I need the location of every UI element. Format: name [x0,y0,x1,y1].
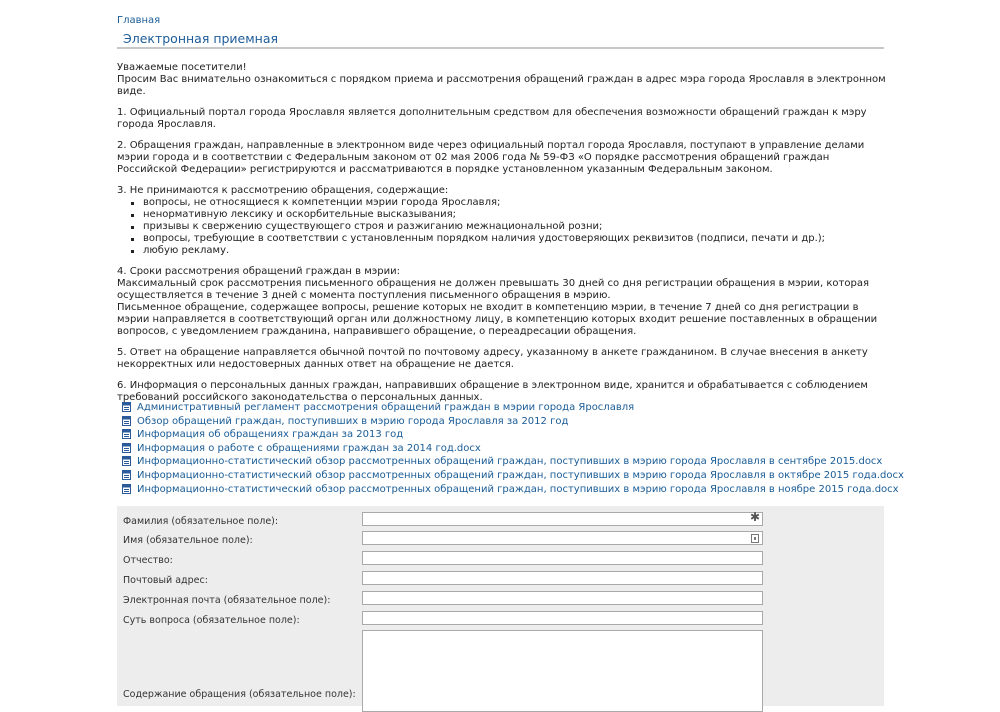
rule-4-heading: 4. Сроки рассмотрения обращений граждан в мэрии: [117,266,400,277]
subject-label: Суть вопроса (обязательное поле): [123,615,300,626]
document-link[interactable] [122,442,882,456]
rule-1: 1. Официальный портал города Ярославля является дополнительным средством для обеспечения возможности обращений граждан к мэру города Ярославля. [117,107,867,130]
document-link[interactable] [122,401,882,415]
address-input[interactable] [362,571,763,585]
document-links [122,401,904,496]
subject-input[interactable] [362,611,763,625]
document-link[interactable] [122,428,882,442]
surname-label: Фамилия (обязательное поле): [123,516,279,527]
patronymic-input[interactable] [362,551,763,565]
email-input[interactable] [362,591,763,605]
rule-2: 2. Обращения граждан, направленные в электронном виде через официальный портал города Ярославля, поступают в управление делами мэрии города и в соответствии с Федеральным законом от 02 мая 2006 года № 59-ФЗ «О порядке рассмотрения обращений граждан Российской Федерации» регистрируются и рассматриваются в порядке установленном указанным Федеральным законом. [117,140,865,175]
word-document-icon [122,402,131,412]
list-item: любую рекламу. [143,245,892,257]
rule-3-heading: 3. Не принимаются к рассмотрению обращения, содержащие: [117,185,449,196]
document-link[interactable] [122,415,882,429]
content-label: Содержание обращения (обязательное поле): [123,689,356,700]
document-link-label: Информация о работе с обращениями граждан за 2014 год.docx [137,442,481,454]
word-document-icon [122,484,131,494]
input-helper-icon [751,534,759,543]
list-item: призывы к свержению существующего строя и разжиганию межнациональной розни; [143,221,892,233]
address-label: Почтовый адрес: [123,575,208,586]
intro-paragraph [117,62,892,98]
document-link[interactable] [122,455,882,469]
rule-4-text-1: Максимальный срок рассмотрения письменного обращения не должен превышать 30 дней со дня регистрации обращения в мэрии, которая осуществляется в течение 3 дней с момента поступления письменного обращения в мэрию. [117,278,869,301]
word-document-icon [122,470,131,480]
word-document-icon [122,429,131,439]
document-link[interactable] [122,483,899,497]
document-link-label: Обзор обращений граждан, поступивших в мэрию города Ярославля за 2012 год [137,415,569,427]
word-document-icon [122,416,131,426]
rule-4-text-2: Письменное обращение, содержащее вопросы, решение которых не входит в компетенцию мэрии, в течение 7 дней со дня регистрации в мэрии направляется в соответствующий орган или должностному лицу, в компетенцию которых входит решение поставленных в обращении вопросов, с уведомлением гражданина, направившего обращение, о переадресации обращения. [117,302,878,337]
name-label: Имя (обязательное поле): [123,535,253,546]
document-link[interactable] [122,469,904,483]
list-item: вопросы, не относящиеся к компетенции мэрии города Ярославля; [143,197,892,209]
intro-greeting: Уважаемые посетители! [117,62,247,73]
surname-input[interactable] [362,512,763,526]
document-link-label: Административный регламент рассмотрения обращений граждан в мэрии города Ярославля [137,402,635,413]
document-link-label: Информационно-статистический обзор рассмотренных обращений граждан, поступивших в мэрию города Ярославля в сентябре 2015.docx [137,456,883,468]
rule-4 [117,266,892,338]
rules-text [117,62,892,413]
title-divider [117,47,884,49]
document-link-label: Информационно-статистический обзор рассмотренных обращений граждан, поступивших в мэрию города Ярославля в ноябре 2015 года.docx [137,483,899,495]
rule-6: 6. Информация о персональных данных граждан, направивших обращение в электронном виде, хранится и обрабатывается с соблюдением требований российского законодательства о персональных данных. [117,380,868,403]
email-label: Электронная почта (обязательное поле): [123,595,331,606]
rule-3-list [117,197,892,257]
intro-text: Просим Вас внимательно ознакомиться с порядком приема и рассмотрения обращений граждан в адрес мэра города Ярославля в электронном виде. [117,74,886,97]
word-document-icon [122,456,131,466]
patronymic-label: Отчество: [123,555,173,566]
word-document-icon [122,443,131,453]
list-item: вопросы, требующие в соответствии с установленным порядком наличия удостоверяющих реквизитов (подписи, печати и др.); [143,233,892,245]
document-link-label: Информационно-статистический обзор рассмотренных обращений граждан, поступивших в мэрию города Ярославля в октябре 2015 года.docx [137,469,904,481]
breadcrumb-home-link[interactable]: Главная [117,15,161,26]
page-title: Электронная приемная [123,31,279,46]
content-textarea[interactable] [362,630,763,712]
rule-5: 5. Ответ на обращение направляется обычной почтой по почтовому адресу, указанному в анкете гражданином. В случае внесения в анкету некорректных или недостоверных данных ответ на обращение не дается. [117,347,868,370]
list-item: ненормативную лексику и оскорбительные высказывания; [143,209,892,221]
document-link-label: Информация об обращениях граждан за 2013 год [137,429,404,441]
appeal-form [117,506,884,706]
name-input[interactable] [362,531,763,545]
asterisk-icon: ✱ [749,510,760,524]
rule-3 [117,185,892,257]
